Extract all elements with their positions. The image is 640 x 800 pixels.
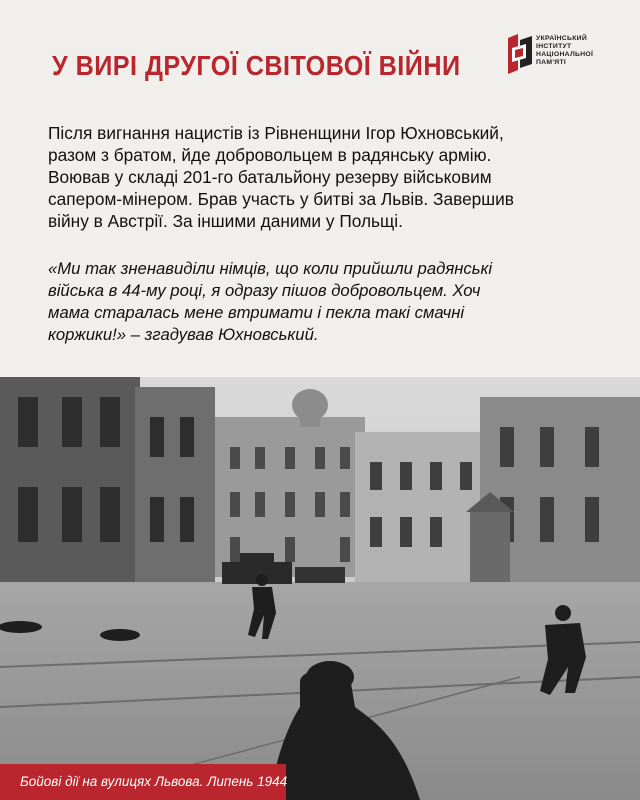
institute-logo-icon [506, 34, 534, 74]
paragraph-line: сапером-мінером. Брав участь у битві за Львів. Завершив [48, 189, 514, 209]
photo-caption: Бойові дії на вулицях Львова. Липень 1944 [20, 774, 288, 789]
paragraph-line: Після вигнання нацистів із Рівненщини Ігор Юхновський, [48, 123, 504, 143]
quote-line: мама старалась мене втримати і пекла такі смачні [48, 303, 465, 322]
logo-text [536, 35, 593, 67]
logo-line: НАЦІОНАЛЬНОЇ [536, 51, 594, 58]
street-battle-photo [0, 377, 640, 800]
paragraph-line: Воював у складі 201-го батальйону резерву військовим [48, 167, 492, 187]
quote-line: коржики!» – згадував Юхновський. [48, 325, 319, 344]
institute-logo [506, 34, 616, 84]
biography-paragraph [48, 122, 600, 232]
paragraph-line: війну в Австрії. За іншими даними у Польщі. [48, 211, 403, 231]
logo-line: УКРАЇНСЬКИЙ [536, 35, 588, 42]
quote-line: «Ми так зненавиділи німців, що коли прийшли радянські [48, 259, 493, 278]
quote-paragraph [48, 258, 600, 346]
logo-line: ІНСТИТУТ [536, 43, 572, 50]
historical-photo [0, 377, 640, 800]
page-title: У ВИРІ ДРУГОЇ СВІТОВОЇ ВІЙНИ [52, 50, 461, 81]
logo-line: ПАМ'ЯТІ [536, 59, 567, 66]
paragraph-line: разом з братом, йде добровольцем в радянську армію. [48, 145, 492, 165]
quote-line: війська в 44-му році, я одразу пішов добровольцем. Хоч [48, 281, 481, 300]
